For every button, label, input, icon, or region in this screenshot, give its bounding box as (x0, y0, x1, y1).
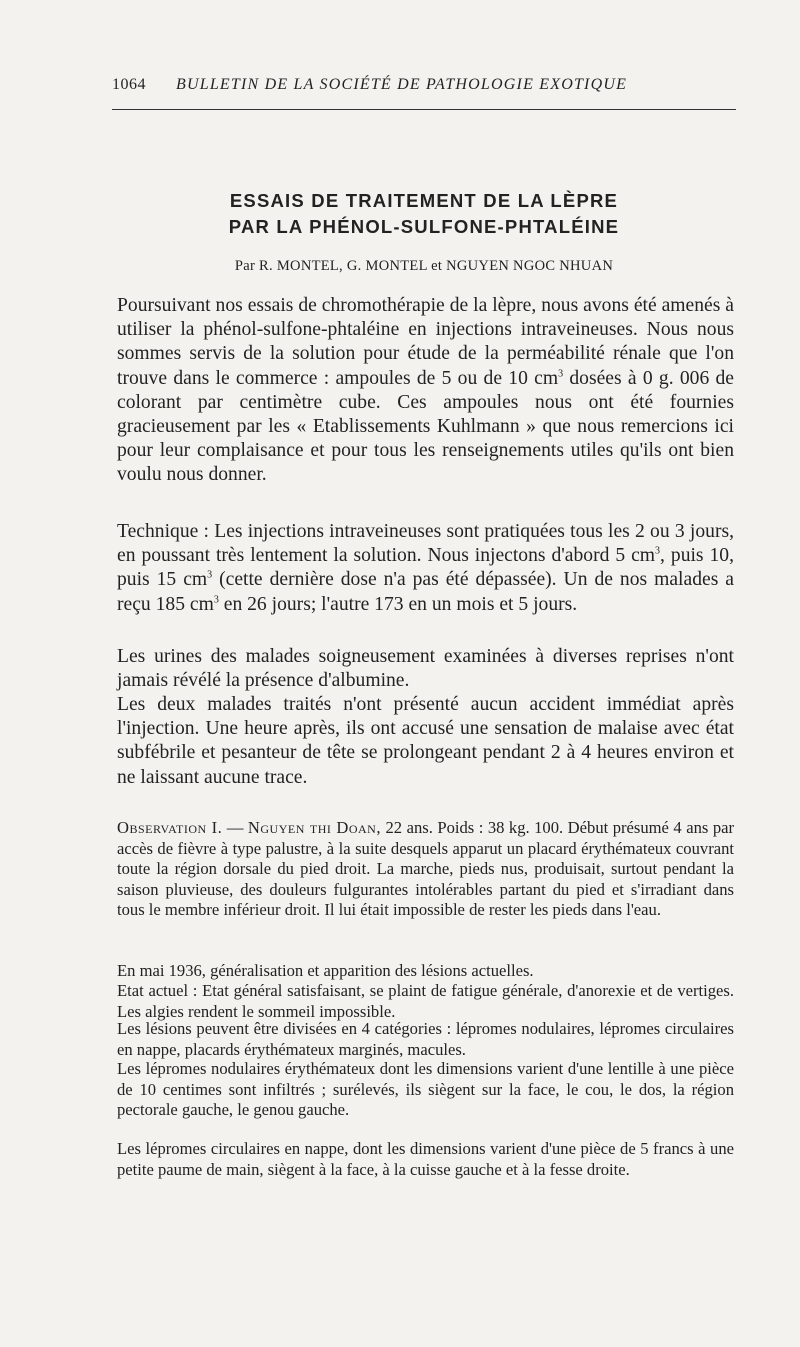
observation-nodular-lepromas: Les lépromes nodulaires érythémateux dont les dimensions varient d'une lentille à une pièce de 10 centimes sont infiltrés ; surélevés, ils siègent sur la face, le cou, le dos, la région pectorale gauche, le genou gauche. (117, 1059, 734, 1119)
running-header (112, 76, 734, 94)
observation-label: Observation I. (117, 818, 223, 837)
paragraph-intro: Poursuivant nos essais de chromothérapie de la lèpre, nous avons été amenés à utiliser la phénol-sulfone-phtaléine en injections intraveineuses. Nous nous sommes servis de la solution pour étude de la perméabilité rénale que l'on trouve dans le commerce : ampoules de 5 ou de 10 $cm^3$ dosées à 0 g. 006 de colorant par centimètre cube. Ces ampoules nous ont été fournies gracieusement par les « Etablissements Kuhlmann » que nous remercions ici pour leur complaisance et pour tous les renseignements utiles qu'ils ont bien voulu nous donner. (117, 295, 735, 486)
page-number: 1064 (112, 76, 146, 93)
observation-circular-lepromas: Les lépromes circulaires en nappe, dont les dimensions varient d'une pièce de 5 francs à une petite paume de main, siègent à la face, à la cuisse gauche et à la fesse droite. (117, 1139, 734, 1179)
observation-lesion-categories: Les lésions peuvent être divisées en 4 catégories : lépromes nodulaires, lépromes circulaires en nappe, placards érythémateux marginés, macules. (117, 1019, 734, 1059)
journal-title: BULLETIN DE LA SOCIÉTÉ DE PATHOLOGIE EXOTIQUE (176, 76, 628, 93)
observation-current-state: Etat actuel : Etat général satisfaisant, se plaint de fatigue générale, d'anorexie et de vertiges. Les algies rendent le sommeil impossible. (117, 981, 734, 1021)
byline: Par R. MONTEL, G. MONTEL et NGUYEN NGOC NHUAN (234, 258, 614, 274)
paragraph-effects: Les deux malades traités n'ont présenté aucun accident immédiat après l'injection. Une heure après, ils ont accusé une sensation de malaise avec état subfébrile et pesanteur de tête se prolongeant pendant 2 à 4 heures environ et ne laissant aucune trace. (117, 694, 734, 788)
article-title-line-1: ESSAIS DE TRAITEMENT DE LA LÈPRE (229, 190, 619, 211)
paragraph-urines: Les urines des malades soigneusement examinées à diverses reprises n'ont jamais révélé la présence d'albumine. (117, 646, 734, 692)
paragraph-technique: Technique : Les injections intraveineuses sont pratiquées tous les 2 ou 3 jours, en poussant très lentement la solution. Nous injectons d'abord 5 $cm^3$, puis 10, puis 15 $cm^3$ (cette dernière dose n'a pas été dépassée). Un de nos malades a reçu 185 $cm^3$ en 26 jours; l'autre 173 en un mois et 5 jours. (117, 521, 734, 615)
header-rule (112, 109, 736, 110)
article-title-line-2: PAR LA PHÉNOL-SULFONE-PHTALÉINE (228, 216, 620, 237)
observation-intro: Observation I. — Nguyen thi Doan, 22 ans. Poids : 38 kg. 100. Début présumé 4 ans par accès de fièvre à type palustre, à la suite desquels apparut un placard érythémateux couvrant toute la région dorsale du pied droit. La marche, pieds nus, produisait, surtout pendant la saison pluvieuse, des douleurs fulgurantes intolérables partant du pied et s'irradiant dans tous le membre inférieur droit. Il lui était impossible de rester les pieds dans l'eau. (117, 818, 735, 919)
patient-name: Nguyen thi Doan, (247, 818, 381, 837)
observation-history: En mai 1936, généralisation et apparition des lésions actuelles. (117, 961, 534, 980)
